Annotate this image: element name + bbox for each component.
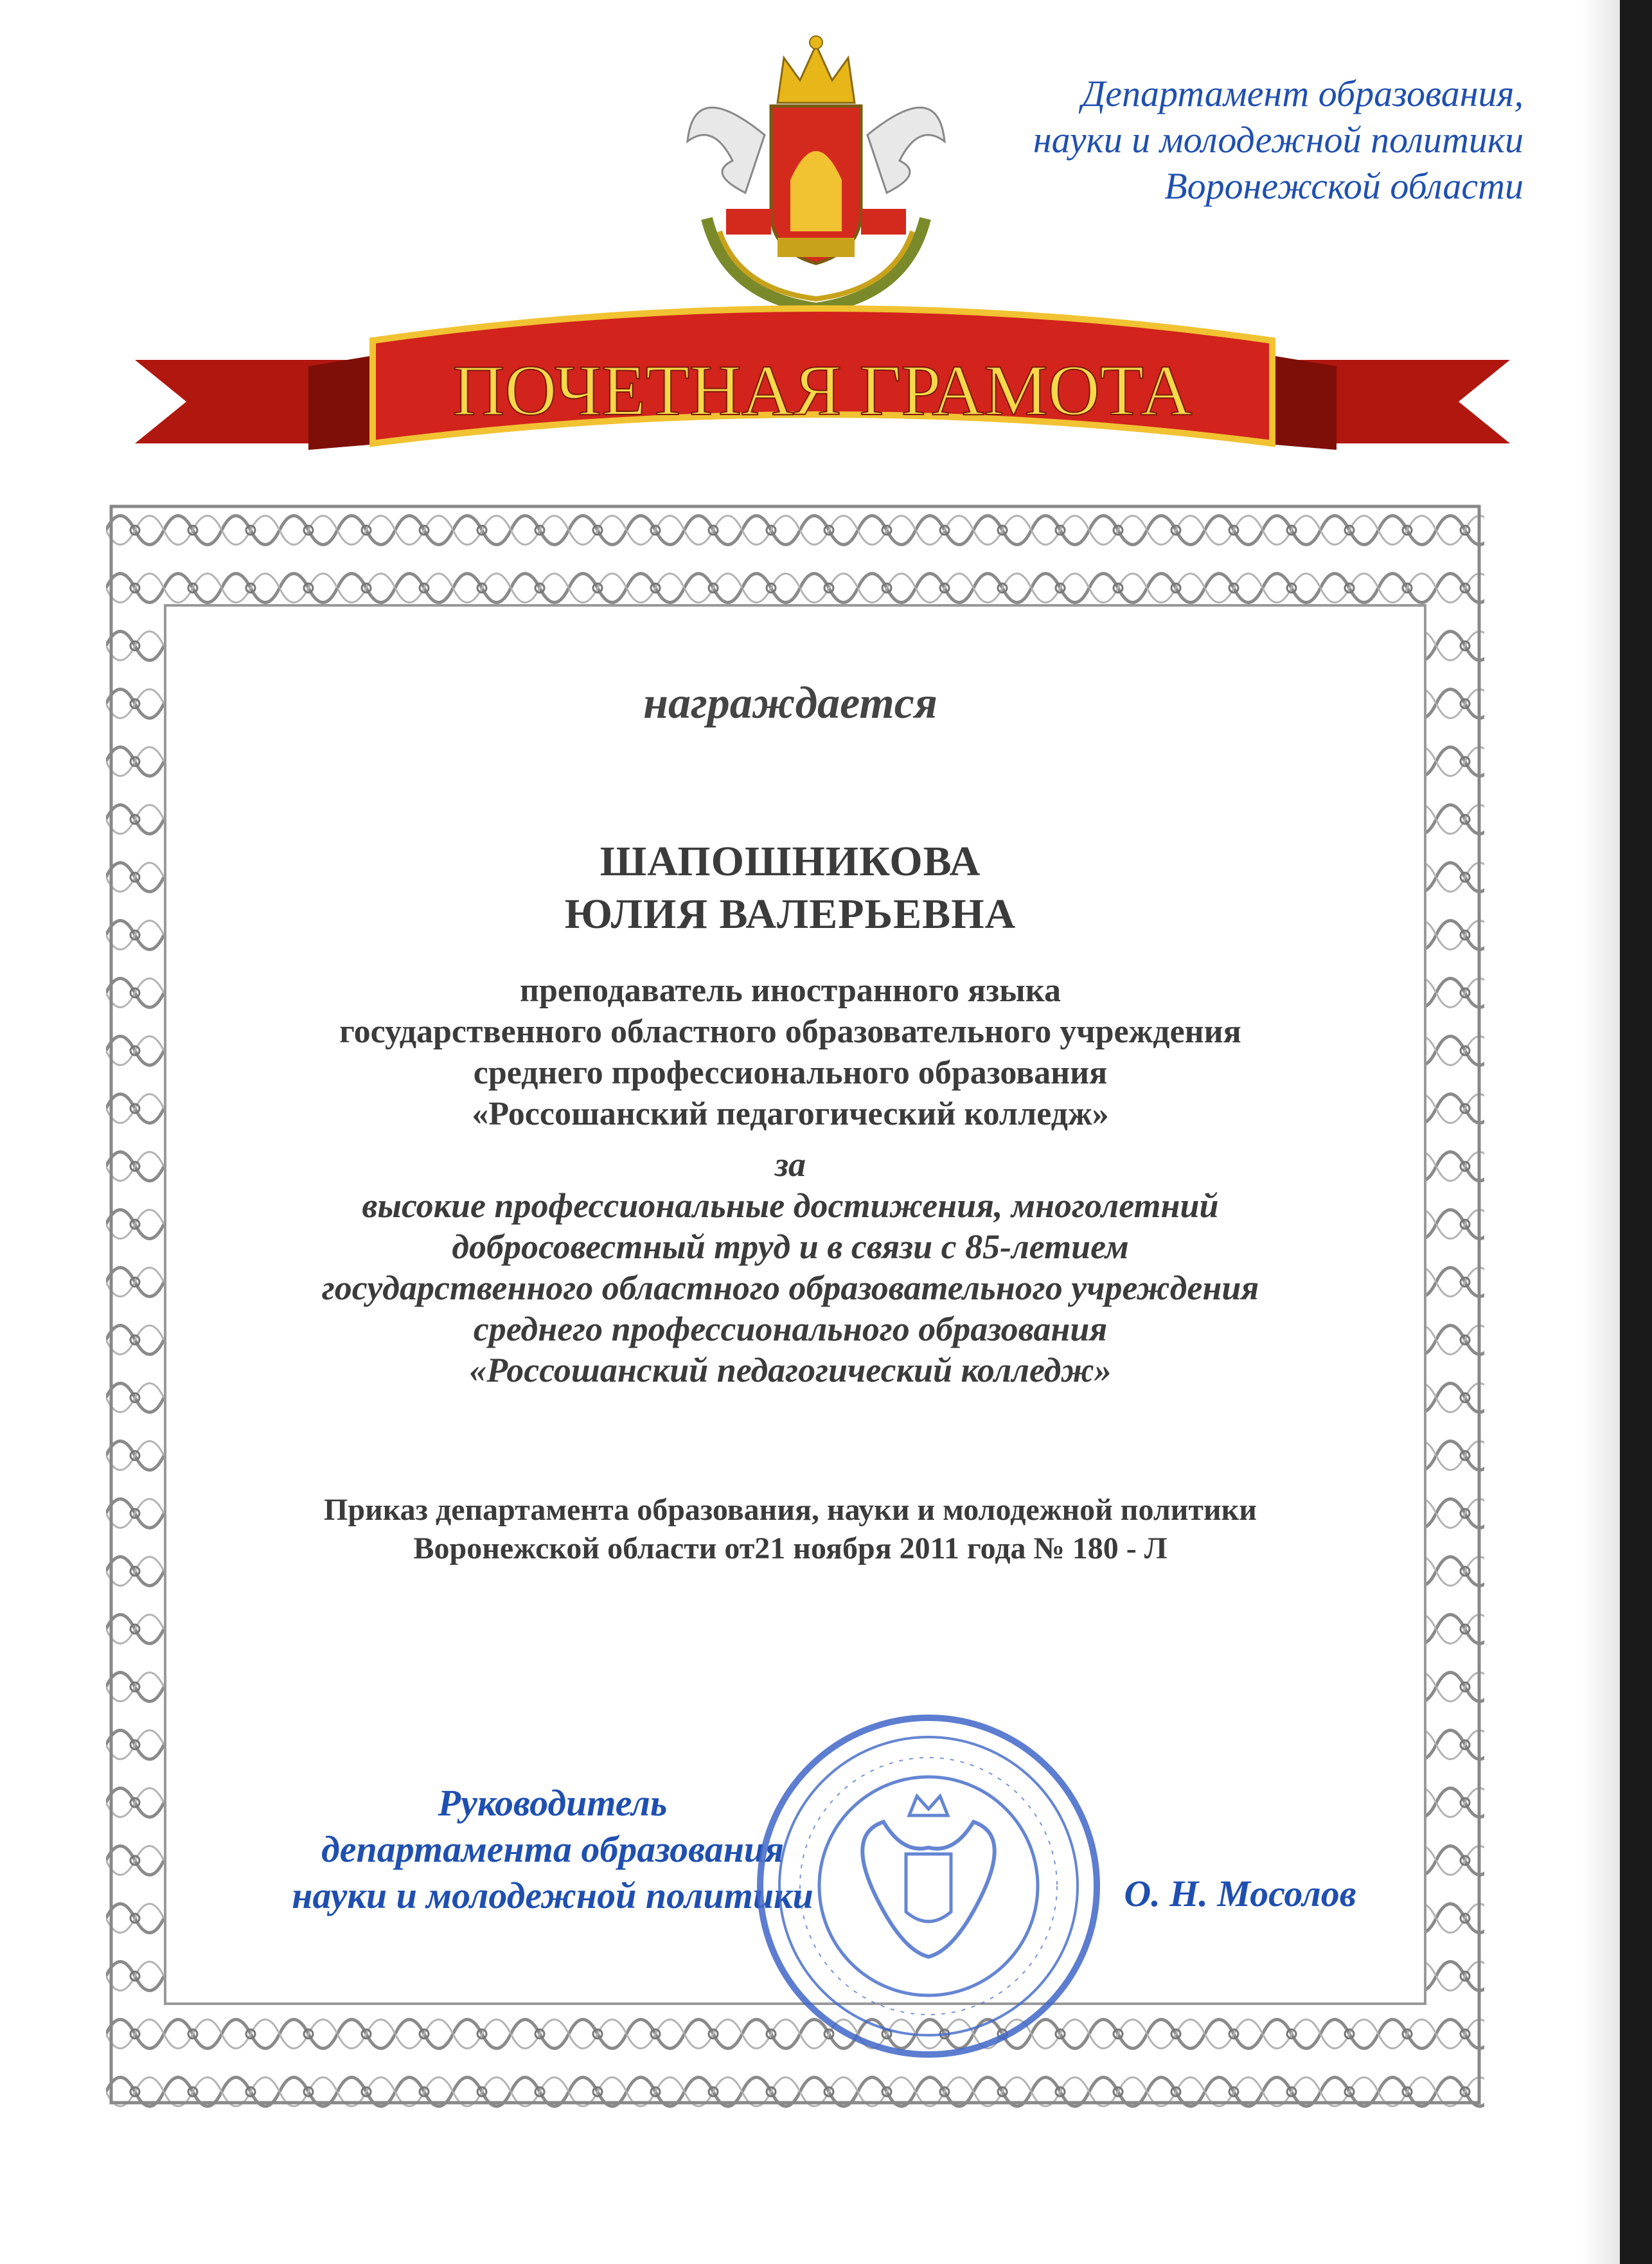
reason-line: «Россошанский педагогический колледж» [469, 1351, 1112, 1389]
title-ribbon [116, 283, 1529, 495]
department-line: Департамент образования, [1081, 73, 1523, 114]
official-seal-icon [749, 1706, 1108, 2066]
reason-line: государственного областного образовательного учреждения [321, 1269, 1259, 1307]
signatory-title-line: науки и молодежной политики [292, 1875, 813, 1916]
awarded-label: награждается [643, 679, 937, 728]
department-header [945, 71, 1523, 209]
department-line: науки и молодежной политики [1033, 119, 1523, 161]
signatory-title-line: Руководитель [438, 1782, 668, 1824]
order-line: Воронежской области от21 ноября 2011 года № 180 - Л [413, 1531, 1168, 1565]
name-line: ЮЛИЯ ВАЛЕРЬЕВНА [564, 891, 1017, 938]
position-line: среднего профессионального образования [473, 1055, 1108, 1091]
position-line: преподаватель иностранного языка [520, 972, 1061, 1009]
reason-line: за [774, 1145, 806, 1184]
reason-line: среднего профессионального образования [473, 1310, 1108, 1348]
order-line: Приказ департамента образования, науки и молодежной политики [324, 1493, 1257, 1527]
recipient-position [193, 970, 1388, 1135]
position-line: государственного областного образовательного учреждения [339, 1013, 1241, 1050]
reason-line: высокие профессиональные достижения, многолетний [362, 1186, 1219, 1225]
award-reason [193, 1144, 1388, 1391]
position-line: «Россошанский педагогический колледж» [472, 1096, 1109, 1132]
signatory-title-line: департамента образования [321, 1828, 785, 1870]
name-line: ШАПОШНИКОВА [600, 838, 981, 885]
department-line: Воронежской области [1164, 165, 1523, 207]
coat-of-arms-icon [668, 26, 964, 315]
recipient-name [193, 835, 1388, 941]
scan-shadow [1581, 0, 1620, 2264]
scan-edge [1620, 0, 1652, 2264]
ribbon-title: ПОЧЕТНАЯ ГРАМОТА [452, 351, 1193, 431]
order-reference [193, 1491, 1388, 1568]
reason-line: добросовестный труд и в связи с 85-летием [452, 1227, 1129, 1266]
signatory-name: О. Н. Мосолов [1124, 1873, 1356, 1914]
